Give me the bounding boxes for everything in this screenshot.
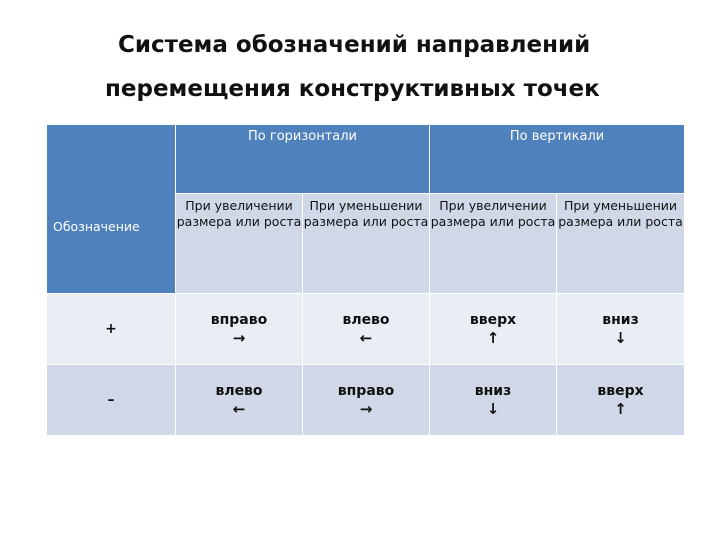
direction-text: вверх <box>469 312 517 328</box>
header-designation: Обозначение <box>47 125 176 294</box>
table-cell <box>176 294 303 365</box>
arrow-right-icon: → <box>232 329 246 347</box>
subheader-h-decrease <box>303 194 430 294</box>
title-line-1: Система обозначений направлений <box>118 32 591 58</box>
direction-text: вниз <box>602 312 639 328</box>
arrow-down-icon: ↓ <box>486 400 500 418</box>
direction-text: вверх <box>597 383 644 399</box>
table-cell <box>303 294 430 365</box>
table-cell <box>557 294 685 365</box>
arrow-right-icon: → <box>359 400 373 418</box>
table-row-minus <box>47 365 685 436</box>
arrow-down-icon: ↓ <box>614 329 627 347</box>
subheader-text: При увеличении размера или роста <box>176 198 302 229</box>
subheader-text: При уменьшении размера или роста <box>558 198 683 229</box>
subheader-text: При уменьшении размера или роста <box>303 198 429 229</box>
header-horizontal: По горизонтали <box>176 125 430 194</box>
header-vertical: По вертикали <box>430 125 685 194</box>
arrow-left-icon: ← <box>232 400 246 418</box>
direction-text: влево <box>215 383 263 399</box>
direction-text: вправо <box>337 383 395 399</box>
arrow-up-icon: ↑ <box>614 400 627 418</box>
table-cell <box>430 365 557 436</box>
subheader-text: При увеличении размера или роста <box>430 198 556 229</box>
symbol-plus: + <box>47 294 176 365</box>
arrow-left-icon: ← <box>359 329 373 347</box>
title-line-2: перемещения конструктивных точек <box>105 76 600 102</box>
subheader-v-increase <box>430 194 557 294</box>
table-cell <box>303 365 430 436</box>
table-cell <box>557 365 685 436</box>
direction-text: вправо <box>210 312 268 328</box>
table-cell <box>176 365 303 436</box>
table-row-plus <box>47 294 685 365</box>
subheader-h-increase <box>176 194 303 294</box>
arrow-up-icon: ↑ <box>486 329 500 347</box>
subheader-v-decrease <box>557 194 685 294</box>
table-cell <box>430 294 557 365</box>
direction-text: влево <box>342 312 390 328</box>
symbol-minus: – <box>47 365 176 436</box>
direction-text: вниз <box>474 383 512 399</box>
directions-table <box>46 124 685 436</box>
